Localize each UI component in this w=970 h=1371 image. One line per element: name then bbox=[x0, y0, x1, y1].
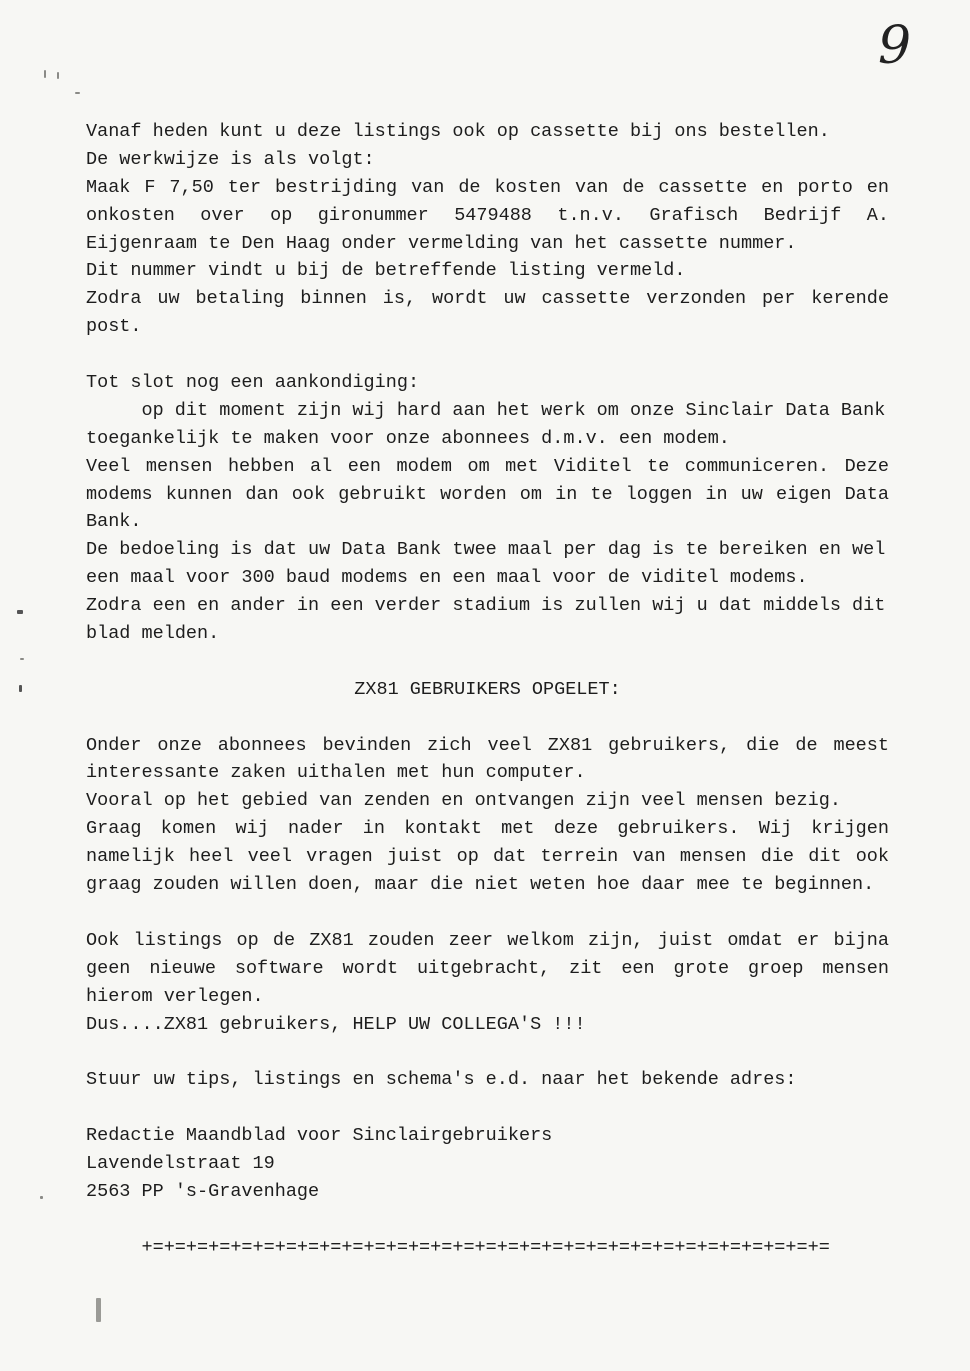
text-line: Vooral op het gebied van zenden en ontvangen zijn veel mensen bezig. bbox=[86, 790, 841, 812]
address-line: 2563 PP 's-Gravenhage bbox=[86, 1180, 320, 1202]
text-line: Graag komen wij nader in kontakt met deze gebruikers. Wij krijgen bbox=[86, 818, 889, 840]
text-line: toegankelijk te maken voor onze abonnees d.m.v. een modem. bbox=[86, 427, 730, 449]
address-line: Redactie Maandblad voor Sinclairgebruikers bbox=[86, 1125, 553, 1147]
text-line: op dit moment zijn wij hard aan het werk om onze Sinclair Data Bank bbox=[141, 399, 886, 421]
separator-line: +=+=+=+=+=+=+=+=+=+=+=+=+=+=+=+=+=+=+=+=+=+=+=+=+=+=+=+=+=+=+= bbox=[141, 1236, 830, 1258]
scan-mark bbox=[17, 610, 23, 614]
scan-mark bbox=[44, 70, 46, 78]
text-line: Dit nummer vindt u bij de betreffende listing vermeld. bbox=[86, 260, 686, 282]
text-line: hierom verlegen. bbox=[86, 985, 264, 1007]
scan-mark bbox=[20, 658, 24, 660]
text-line: graag zouden willen doen, maar die niet weten hoe daar mee te beginnen. bbox=[86, 874, 875, 896]
scan-mark bbox=[96, 1298, 101, 1322]
text-line: De werkwijze is als volgt: bbox=[86, 148, 375, 170]
text-line: De bedoeling is dat uw Data Bank twee maal per dag is te bereiken en wel bbox=[86, 539, 886, 561]
text-line: geen nieuwe software wordt uitgebracht, zit een grote groep mensen bbox=[86, 957, 889, 979]
section-heading: ZX81 GEBRUIKERS OPGELET: bbox=[354, 678, 621, 700]
text-line: Vanaf heden kunt u deze listings ook op cassette bij ons bestellen. bbox=[86, 121, 830, 142]
text-line: Dus....ZX81 gebruikers, HELP UW COLLEGA'S !!! bbox=[86, 1013, 586, 1035]
text-line: Zodra een en ander in een verder stadium is zullen wij u dat middels dit bbox=[86, 595, 886, 617]
text-line: Maak F 7,50 ter bestrijding van de kosten van de cassette en porto en bbox=[86, 176, 889, 198]
document-body bbox=[86, 118, 889, 1262]
text-line: post. bbox=[86, 316, 142, 338]
scan-mark bbox=[57, 72, 59, 79]
blank-line bbox=[86, 648, 889, 676]
blank-line bbox=[86, 704, 889, 732]
blank-line bbox=[86, 1094, 889, 1122]
text-line: Zodra uw betaling binnen is, wordt uw cassette verzonden per kerende bbox=[86, 288, 889, 310]
text-line: blad melden. bbox=[86, 623, 220, 645]
text-line: Bank. bbox=[86, 511, 142, 533]
text-line: Onder onze abonnees bevinden zich veel ZX81 gebruikers, die de meest bbox=[86, 734, 889, 756]
scan-mark bbox=[75, 92, 80, 94]
text-line: Eijgenraam te Den Haag onder vermelding van het cassette nummer. bbox=[86, 232, 797, 254]
text-line: Veel mensen hebben al een modem om met Viditel te communiceren. Deze bbox=[86, 455, 889, 477]
blank-line bbox=[86, 341, 889, 369]
text-line: interessante zaken uithalen met hun computer. bbox=[86, 762, 586, 784]
blank-line bbox=[86, 1038, 889, 1066]
blank-line bbox=[86, 899, 889, 927]
scan-mark bbox=[19, 685, 22, 692]
scan-mark bbox=[40, 1196, 43, 1199]
text-line: modems kunnen dan ook gebruikt worden om in te loggen in uw eigen Data bbox=[86, 483, 889, 505]
text-line: Stuur uw tips, listings en schema's e.d. naar het bekende adres: bbox=[86, 1069, 797, 1091]
text-line: Tot slot nog een aankondiging: bbox=[86, 372, 420, 394]
text-line: een maal voor 300 baud modems en een maal voor de viditel modems. bbox=[86, 567, 808, 589]
page-number: 9 bbox=[878, 16, 912, 76]
text-line: onkosten over op gironummer 5479488 t.n.v. Grafisch Bedrijf A. bbox=[86, 204, 889, 226]
text-line: Ook listings op de ZX81 zouden zeer welkom zijn, juist omdat er bijna bbox=[86, 929, 889, 951]
address-line: Lavendelstraat 19 bbox=[86, 1152, 275, 1174]
blank-line bbox=[86, 1206, 889, 1234]
text-line: namelijk heel veel vragen juist op dat terrein van mensen die dit ook bbox=[86, 846, 889, 868]
